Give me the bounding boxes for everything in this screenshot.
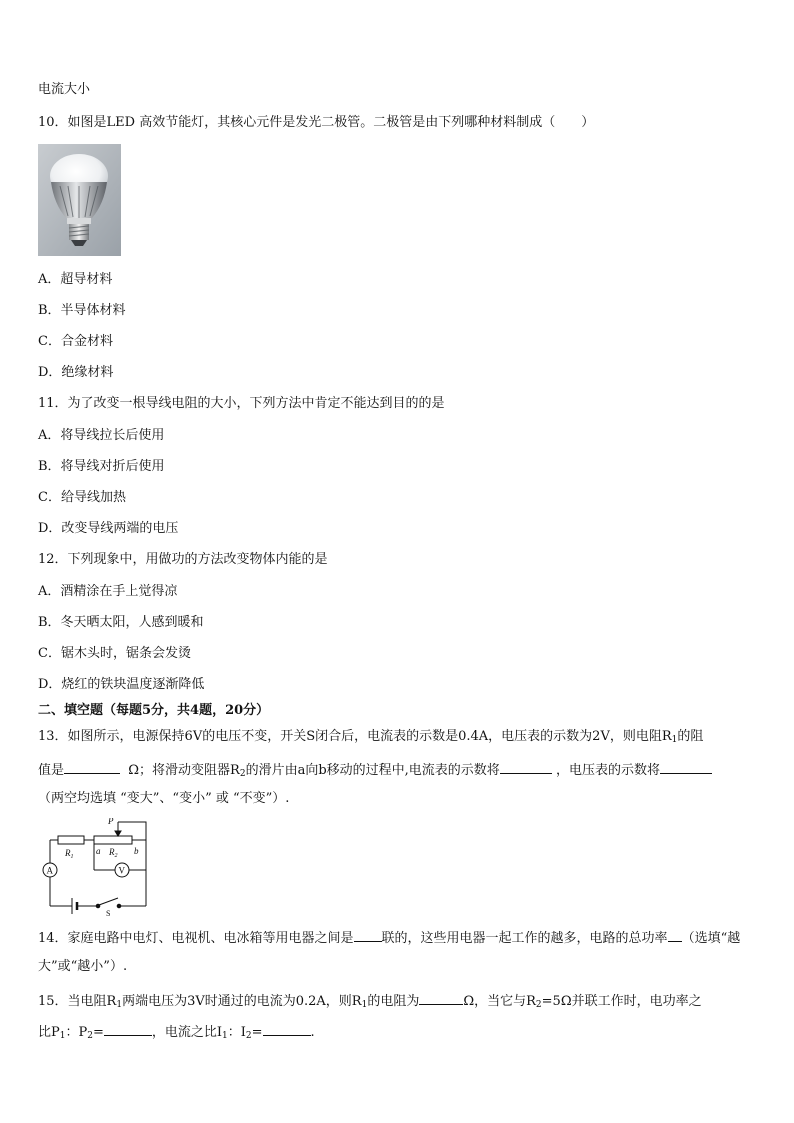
q15-blank-1[interactable] [419,990,463,1005]
question-13-line-1: 13．如图所示，电源保持6V的电压不变，开关S闭合后，电流表的示数是0.4A，电压表的示数为2V，则电阻$R_1$的阻 [38,729,704,745]
ammeter-label: A [46,865,53,876]
q15-blank-2[interactable] [104,1021,152,1036]
label-a: a [96,846,101,856]
q11-option-b: B．将导线对折后使用 [38,459,165,474]
question-13-line-3: （两空均选填 “变大”、“变小” 或 “不变”）. [38,791,290,806]
q12-option-b: B．冬天晒太阳，人感到暖和 [38,615,204,630]
question-10-stem: 10．如图是LED 高效节能灯，其核心元件是发光二极管。二极管是由下列哪种材料制成（ ） [38,115,595,130]
q10-option-a: A．超导材料 [38,272,113,287]
label-r2: $R_2$ [109,847,118,859]
continued-text: 电流大小 [38,82,91,97]
question-15-line-2: 比$P_1$：$P_2=$ ，电流之比$I_1$：$I_2=$ . [38,1021,315,1045]
question-13-line-2: 值是 Ω；将滑动变阻器$R_2$的滑片由a向b移动的过程中,电流表的示数将 ，电压表的示数将 [38,759,712,783]
switch-blade [99,898,118,905]
q10-option-b: B．半导体材料 [38,303,126,318]
label-p: P [108,818,114,826]
q15-blank-3[interactable] [263,1021,311,1036]
question-11-stem: 11．为了改变一根导线电阻的大小，下列方法中肯定不能达到目的的是 [38,396,445,411]
section-heading-fill-in: 二、填空题（每题5分，共4题，20分） [38,703,270,718]
q13-blank-2[interactable] [500,759,552,774]
q11-option-a: A．将导线拉长后使用 [38,428,165,443]
resistor-r1 [58,836,84,844]
q10-option-d: D．绝缘材料 [38,365,114,380]
q10-option-c: C．合金材料 [38,334,113,349]
label-r1: $R_1$ [65,848,74,860]
voltmeter-label: V [118,865,125,876]
q12-option-d: D．烧红的铁块温度逐渐降低 [38,677,205,692]
q12-option-a: A．酒精涂在手上觉得凉 [38,584,178,599]
switch-label: S [106,909,111,916]
question-15-line-1: 15．当电阻$R_1$两端电压为3V时通过的电流为0.2A，则$R_1$的电阻为 Ω，当它与$R_2=5\Omega$并联工作时，电功率之 [38,990,702,1014]
question-12-stem: 12．下列现象中，用做功的方法改变物体内能的是 [38,552,328,567]
q12-option-c: C．锯木头时，锯条会发烫 [38,646,191,661]
q11-option-d: D．改变导线两端的电压 [38,521,179,536]
q11-option-c: C．给导线加热 [38,490,126,505]
question-14-line-1: 14．家庭电路中电灯、电视机、电冰箱等用电器之间是 联的，这些用电器一起工作的越多，电路的总功率 （选填“越 [38,927,740,948]
label-b: b [134,846,139,856]
q13-blank-1[interactable] [64,759,120,774]
q14-blank-2[interactable] [668,927,682,942]
q14-blank-1[interactable] [354,927,382,942]
rheostat-r2 [94,836,132,844]
circuit-diagram [38,818,153,916]
question-14-line-2: 大”或“越小”）. [38,959,128,974]
q13-blank-3[interactable] [660,759,712,774]
led-bulb-image [38,144,121,256]
